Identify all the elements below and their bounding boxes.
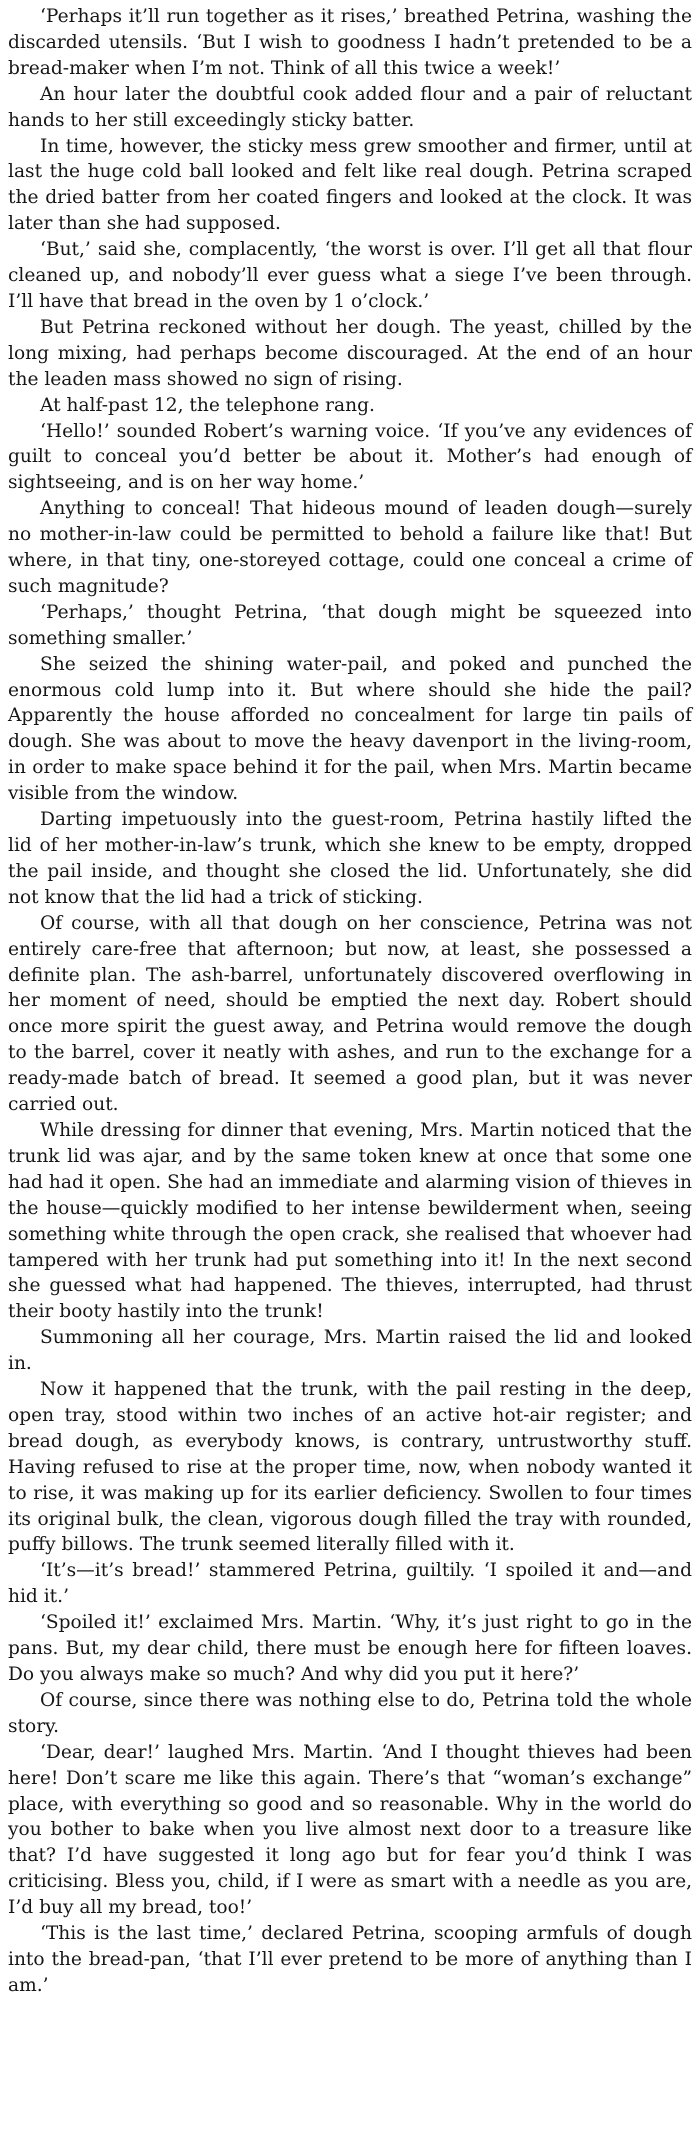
paragraph-plan: Of course, with all that dough on her conscience, Petrina was not entirely care-free that afternoon; but now, at least, she possessed a definite plan. The ash-barrel, unfortunately discovered overflowing in her moment of need, should be emptied the next day. Robert should once more spirit the guest away, and Petrina would remove the dough to the barrel, cover it neatly with ashes, and run to the exchange for a ready-made batch of bread. It seemed a good plan, but it was never carried out. [8,912,692,1116]
paragraph-robert-warning: ‘Hello!’ sounded Robert’s warning voice. ‘If you’ve any evidences of guilt to conceal you’d better be about it. Mother’s had enough of sightseeing, and is on her way home.’ [8,420,692,494]
paragraph-anything-to-conceal: Anything to conceal! That hideous mound of leaden dough—surely no mother-in-law could be permitted to behold a failure like that! But where, in that tiny, one-storeyed cottage, could one conceal a crime of such magnitude? [8,498,692,597]
paragraph-flour: An hour later the doubtful cook added flour and a pair of reluctant hands to her still exceedingly sticky batter. [8,83,692,131]
paragraph-water-pail: She seized the shining water-pail, and poked and punched the enormous cold lump into it. But where should she hide the pail? Apparently the house afforded no concealment for large tin pails of dough. She was about to move the heavy davenport in the living-room, in order to make space behind it for the pail, when Mrs. Martin became visible from the window. [8,653,692,805]
paragraph-sticky-mess: In time, however, the sticky mess grew smoother and firmer, until at last the huge cold ball looked and felt like real dough. Petrina scraped the dried batter from her coated fingers and looked at the clock. It was later than she had supposed. [8,135,692,235]
paragraph-raised-lid: Summoning all her courage, Mrs. Martin raised the lid and looked in. [8,1327,692,1375]
paragraph-whole-story: Of course, since there was nothing else to do, Petrina told the whole story. [8,1689,692,1737]
paragraph-dressing-for-dinner: While dressing for dinner that evening, Mrs. Martin noticed that the trunk lid was ajar, and by the same token knew at once that some one had had it open. She had an immediate and alarming vision of thieves in the house—quickly modified to her intense bewilderment when, seeing something white through the open crack, she realised that whoever had tampered with her trunk had put something into it! In the next second she guessed what had happened. The thieves, interrupted, had thrust their booty hastily into the trunk! [8,1119,692,1323]
paragraph-worst-is-over: ‘But,’ said she, complacently, ‘the worst is over. I’ll get all that flour cleaned up, and nobody’ll ever guess what a siege I’ve been through. I’ll have that bread in the oven by 1 o’clock.’ [8,239,692,312]
paragraph-dear-dear: ‘Dear, dear!’ laughed Mrs. Martin. ‘And I thought thieves had been here! Don’t scare me like this again. There’s that “woman’s exchange” place, with everything so good and so reasonable. Why in the world do you bother to bake when you live almost next door to a treasure like that? I’d have suggested it long ago but for fear you’d think I was criticising. Bless you, child, if I were as smart with a needle as you are, I’d buy all my bread, too!’ [8,1741,692,1919]
paragraph-rising: ‘Perhaps it’ll run together as it rises,’ breathed Petrina, washing the discarded utensils. ‘But I wish to goodness I hadn’t pretended to be a bread-maker when I’m not. Think of all this twice a week!’ [8,6,692,79]
story-column [8,4,692,1999]
paragraph-telephone: At half-past 12, the telephone rang. [40,394,375,416]
paragraph-spoiled-it: ‘Spoiled it!’ exclaimed Mrs. Martin. ‘Why, it’s just right to go in the pans. But, my dear child, there must be enough here for fifteen loaves. Do you always make so much? And why did you put it here?’ [8,1612,692,1685]
paragraph-hot-air-register: Now it happened that the trunk, with the pail resting in the deep, open tray, stood within two inches of an active hot-air register; and bread dough, as everybody knows, is contrary, untrustworthy stuff. Having refused to rise at the proper time, now, when nobody wanted it to rise, it was making up for its earlier deficiency. Swollen to four times its original bulk, the clean, vigorous dough filled the tray with rounded, puffy billows. The trunk seemed literally filled with it. [8,1379,692,1556]
paragraph-last-time: ‘This is the last time,’ declared Petrina, scooping armfuls of dough into the bread-pan, ‘that I’ll ever pretend to be more of anything than I am.’ [8,1923,692,1996]
paragraph-its-bread: ‘It’s—it’s bread!’ stammered Petrina, guiltily. ‘I spoiled it and—and hid it.’ [8,1560,692,1608]
paragraph-squeezed: ‘Perhaps,’ thought Petrina, ‘that dough might be squeezed into something smaller.’ [8,601,692,649]
paragraph-yeast: But Petrina reckoned without her dough. The yeast, chilled by the long mixing, had perhaps become discouraged. At the end of an hour the leaden mass showed no sign of rising. [8,316,692,390]
paragraph-trunk: Darting impetuously into the guest-room, Petrina hastily lifted the lid of her mother-in-law’s trunk, which she knew to be empty, dropped the pail inside, and thought she closed the lid. Unfortunately, she did not know that the lid had a trick of sticking. [8,809,692,908]
